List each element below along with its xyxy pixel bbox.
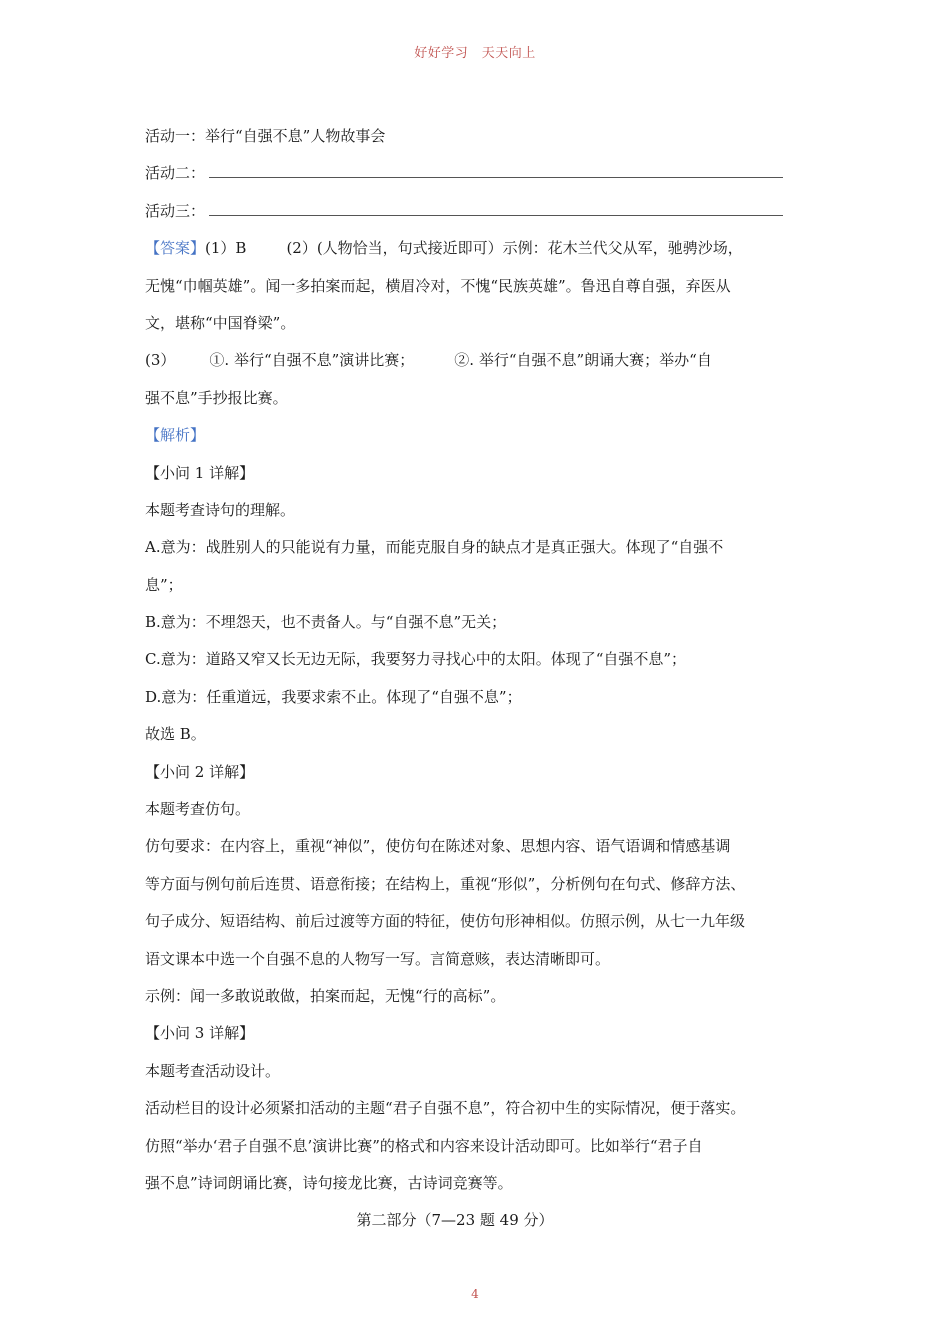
answer-q2: (2）(人物恰当，句式接近即可）示例：花木兰代父从军，驰骋沙场， <box>286 239 743 258</box>
q2-title: 【小问 2 详解】 <box>145 762 255 781</box>
activity-three-blank <box>209 195 783 216</box>
q2-line: 语文课本中选一个自强不息的人物写一写。言简意赅，表达清晰即可。 <box>145 949 611 968</box>
q3-line: 强不息”诗词朗诵比赛，诗句接龙比赛，古诗词竞赛等。 <box>145 1173 513 1192</box>
activity-two-label: 活动二： <box>145 164 206 183</box>
section-title: 第二部分（7—23 题 49 分） <box>356 1211 554 1230</box>
q3-line: 本题考查活动设计。 <box>145 1061 281 1080</box>
activity-three <box>145 193 815 230</box>
q3-line: 仿照“举办‘君子自强不息’演讲比赛”的格式和内容来设计活动即可。比如举行“君子自 <box>145 1136 703 1155</box>
q1-line: 故选 B。 <box>145 725 206 744</box>
answer-line-2: 无愧“巾帼英雄”。闻一多拍案而起，横眉冷对，不愧“民族英雄”。鲁迅自尊自强，弃医从 <box>145 276 731 295</box>
q2-line: 等方面与例句前后连贯、语意衔接；在结构上，重视“形似”，分析例句在句式、修辞方法、 <box>145 874 746 893</box>
answer-line-3: 文，堪称“中国脊梁”。 <box>145 313 296 332</box>
q2-line: 仿句要求：在内容上，重视“神似”，使仿句在陈述对象、思想内容、语气语调和情感基调 <box>145 837 731 856</box>
answer-tag: 【答案】 <box>145 239 206 258</box>
q3-line: 活动栏目的设计必须紧扣活动的主题“君子自强不息”，符合初中生的实际情况，便于落实。 <box>145 1099 746 1118</box>
q1-line: C.意为：道路又窄又长无边无际，我要努力寻找心中的太阳。体现了“自强不息”； <box>145 650 687 669</box>
answer-line-1 <box>145 230 815 267</box>
document-body <box>145 118 815 1240</box>
activity-one: 活动一：举行“自强不息”人物故事会 <box>145 127 386 145</box>
activity-three-label: 活动三： <box>145 201 206 220</box>
q2-line: 句子成分、短语结构、前后过渡等方面的特征，使仿句形神相似。仿照示例，从七一九年级 <box>145 912 746 931</box>
activity-two-blank <box>209 157 783 178</box>
activity-two <box>145 155 815 192</box>
page-number: 4 <box>471 1287 479 1301</box>
q2-line: 本题考查仿句。 <box>145 800 251 819</box>
analysis-tag: 【解析】 <box>145 426 206 445</box>
q1-line: B.意为：不埋怨天，也不责备人。与“自强不息”无关； <box>145 613 507 632</box>
answer-line-5: 强不息”手抄报比赛。 <box>145 388 288 407</box>
answer-q3-option-2: ②. 举行“自强不息”朗诵大赛；举办“自 <box>454 351 712 370</box>
answer-q1: (1）B <box>205 239 247 258</box>
q1-line: A.意为：战胜别人的只能说有力量，而能克服自身的缺点才是真正强大。体现了“自强不 <box>145 538 724 557</box>
answer-q3-option-1: ①. 举行“自强不息”演讲比赛； <box>209 351 415 370</box>
q3-title: 【小问 3 详解】 <box>145 1024 255 1043</box>
q1-title: 【小问 1 详解】 <box>145 463 255 482</box>
page-header: 好好学习 天天向上 <box>414 46 536 61</box>
answer-q3-label: (3） <box>145 351 176 370</box>
q2-line: 示例：闻一多敢说敢做，拍案而起，无愧“行的高标”。 <box>145 986 506 1005</box>
answer-line-4 <box>145 342 815 379</box>
q1-line: D.意为：任重道远，我要求索不止。体现了“自强不息”； <box>145 687 522 706</box>
q1-line: 本题考查诗句的理解。 <box>145 500 296 519</box>
q1-line: 息”； <box>145 575 183 594</box>
